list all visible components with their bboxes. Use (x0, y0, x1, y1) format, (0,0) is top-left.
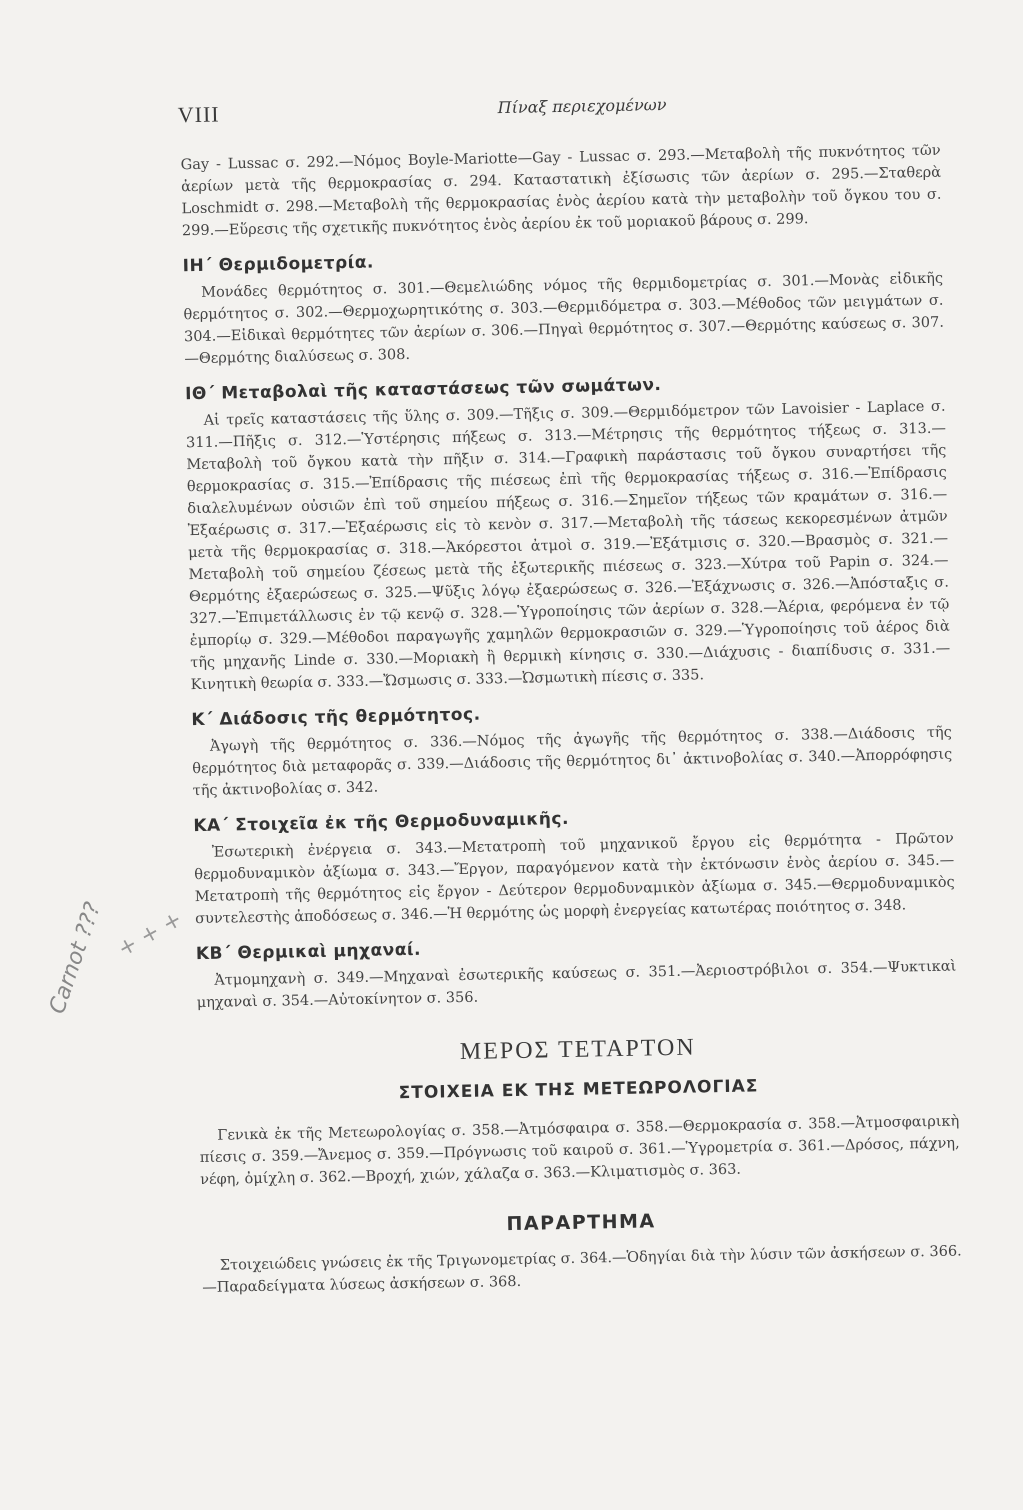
part-subtitle: ΣΤΟΙΧΕΙΑ ΕΚ ΤΗΣ ΜΕΤΕΩΡΟΛΟΓΙΑΣ (398, 1076, 759, 1104)
section-title: ΚΑ΄ Στοιχεῖα ἐκ τῆς Θερμοδυναμικῆς. (193, 808, 570, 837)
section-k (191, 696, 953, 803)
section-kb (196, 930, 957, 1015)
section-ith (185, 370, 951, 697)
section-text: Ἐσωτερικὴ ἐνέργεια σ. 343.—Μετατροπὴ τοῦ μηχανικοῦ ἔργου εἰς θερμότητα - Πρῶτον θερμοδυναμικὸν ἀξίωμα σ. 343.—Ἔργον, παραγόμενον κατὰ τὴν ἐκτόνωσιν ἑνὸς ἀερίου σ. 345.—Μετατροπὴ τῆς θερμότητος εἰς ἔργον - Δεύτερον θερμοδυναμικὸν ἀξίωμα σ. 345.—Θερμοδυναμικὸς συντελεστὴς ἀποδόσεως σ. 346.—Ἡ θερμότης ὡς μορφὴ ἐνεργείας κατωτέρας ποιότητος σ. 348. (194, 830, 955, 928)
appendix-title: ΠΑΡΑΡΤΗΜΑ (506, 1210, 656, 1236)
intro-paragraph: Gay - Lussac σ. 292.—Νόμος Boyle-Mariotte—Gay - Lussac σ. 293.—Μεταβολὴ τῆς πυκνότητος τῶν ἀερίων μετὰ τῆς θερμοκρασίας σ. 294. Καταστατικὴ ἐξίσωσις τῶν ἀερίων σ. 295.—Σταθερὰ Loschmidt σ. 298.—Μεταβολὴ τῆς θερμοκρασίας ἑνὸς ἀερίου κατὰ τὴν μεταβολὴν τοῦ ὄγκου του σ. 299.—Εὕρεσις τῆς σχετικῆς πυκνότητος ἑνὸς ἀερίου ἐκ τοῦ μοριακοῦ βάρους σ. 299. (180, 142, 942, 240)
section-text: Αἱ τρεῖς καταστάσεις τῆς ὕλης σ. 309.—Τῆξις σ. 309.—Θερμιδόμετρον τῶν Lavoisier - Laplace σ. 311.—Πῆξις σ. 312.—Ὑστέρησις πήξεως σ. 313.—Μέτρησις τῆς θερμότητος τήξεως σ. 313.—Μεταβολὴ τοῦ ὄγκου κατὰ τὴν πῆξιν σ. 314.—Γραφικὴ παράστασις τοῦ ὄγκου συναρτήσει τῆς θερμοκρασίας σ. 315.—Ἐπίδρασις τῆς πιέσεως ἐπὶ τῆς θερμοκρασίας τήξεως σ. 316.—Ἐπίδρασις διαλελυμένων οὐσιῶν ἐπὶ τοῦ σημείου πήξεως σ. 316.—Σημεῖον τήξεως τῶν κραμάτων σ. 316.—Ἐξαέρωσις σ. 317.—Ἐξαέρωσις εἰς τὸ κενὸν σ. 317.—Μεταβολὴ τῆς τάσεως κεκορεσμένων ἀτμῶν μετὰ τῆς θερμοκρασίας σ. 318.—Ἀκόρεστοι ἀτμοὶ σ. 319.—Ἐξάτμισις σ. 320.—Βρασμὸς σ. 321.—Μεταβολὴ τοῦ σημείου ζέσεως μετὰ τῆς ἐξωτερικῆς πιέσεως σ. 323.—Χύτρα τοῦ Papin σ. 324.—Θερμότης ἐξαερώσεως σ. 325.—Ψῦξις λόγῳ ἐξαερώσεως σ. 326.—Ἐξάχνωσις σ. 326.—Ἀπόσταξις σ. 327.—Ἐπιμετάλλωσις ἐν τῷ κενῷ σ. 328.—Ὑγροποίησις τῶν ἀερίων σ. 328.—Ἀέρια, φερόμενα ἐν τῷ ἐμπορίῳ σ. 329.—Μέθοδοι παραγωγῆς χαμηλῶν θερμοκρασιῶν σ. 329.—Ὑγροποίησις τοῦ ἀέρος διὰ τῆς μηχανῆς Linde σ. 330.—Μοριακὴ ἢ θερμικὴ κίνησις σ. 330.—Διάχυσις - διαπίδυσις σ. 331.—Κινητικὴ θεωρία σ. 333.—Ὤσμωσις σ. 333.—Ὠσμωτικὴ πίεσις σ. 335. (185, 398, 951, 694)
section-title: ΚΒ΄ Θερμικαὶ μηχαναί. (195, 939, 422, 965)
section-text: Μονάδες θερμότητος σ. 301.—Θεμελιώδης νόμος τῆς θερμιδομετρίας σ. 301.—Μονὰς εἰδικῆς θερμότητος σ. 302.—Θερμοχωρητικότης σ. 303.—Θερμιδόμετρα σ. 303.—Μέθοδος τῶν μειγμάτων σ. 304.—Εἰδικαὶ θερμότητες τῶν ἀερίων σ. 306.—Πηγαὶ θερμότητος σ. 307.—Θερμότης καύσεως σ. 307.—Θερμότης διαλύσεως σ. 308. (183, 270, 945, 368)
part-title: ΜΕΡΟΣ ΤΕΤΑΡΤΟΝ (459, 1034, 696, 1066)
section-text: Ἀγωγὴ τῆς θερμότητος σ. 336.—Νόμος τῆς ἀγωγῆς τῆς θερμότητος σ. 338.—Διάδοσις τῆς θερμότητος διὰ μεταφορᾶς σ. 339.—Διάδοσις τῆς θερμότητος δι᾿ ἀκτινοβολίας σ. 340.—Ἀπορρόφησις τῆς ἀκτινοβολίας σ. 342. (192, 724, 953, 800)
section-ka (193, 802, 955, 931)
section-title: Κ΄ Διάδοσις τῆς θερμότητος. (191, 704, 481, 731)
handwritten-marks: + + + (113, 906, 187, 963)
page-number: VIII (177, 101, 220, 128)
page-header (178, 88, 938, 133)
section-title: ΙΘ΄ Μεταβολαὶ τῆς καταστάσεως τῶν σωμάτων. (184, 375, 662, 405)
section-text: Ἀτμομηχανὴ σ. 349.—Μηχαναὶ ἐσωτερικῆς καύσεως σ. 351.—Ἀεριοστρόβιλοι σ. 354.—Ψυκτικαὶ μηχαναὶ σ. 354.—Αὐτοκίνητον σ. 356. (196, 958, 957, 1012)
section-ih (182, 242, 944, 371)
running-title: Πίναξ περιεχομένων (497, 94, 667, 118)
section-title: ΙΗ΄ Θερμιδομετρία. (182, 252, 375, 277)
appendix-text: Στοιχειώδεις γνώσεις ἐκ τῆς Τριγωνομετρίας σ. 364.—Ὁδηγίαι διὰ τὴν λύσιν τῶν ἀσκήσεων σ. 366.—Παραδείγματα λύσεως ἀσκήσεων σ. 368. (202, 1243, 962, 1297)
handwritten-margin-note: Carnot ??? (44, 899, 107, 1018)
contents-body (181, 140, 963, 1299)
part-text: Γενικὰ ἐκ τῆς Μετεωρολογίας σ. 358.—Ἀτμόσφαιρα σ. 358.—Θερμοκρασία σ. 358.—Ἀτμοσφαιρικὴ πίεσις σ. 359.—Ἄνεμος σ. 359.—Πρόγνωσις τοῦ καιροῦ σ. 361.—Ὑγρομετρία σ. 361.—Δρόσος, πάχνη, νέφη, ὀμίχλη σ. 362.—Βροχή, χιών, χάλαζα σ. 363.—Κλιματισμὸς σ. 363. (199, 1113, 960, 1189)
